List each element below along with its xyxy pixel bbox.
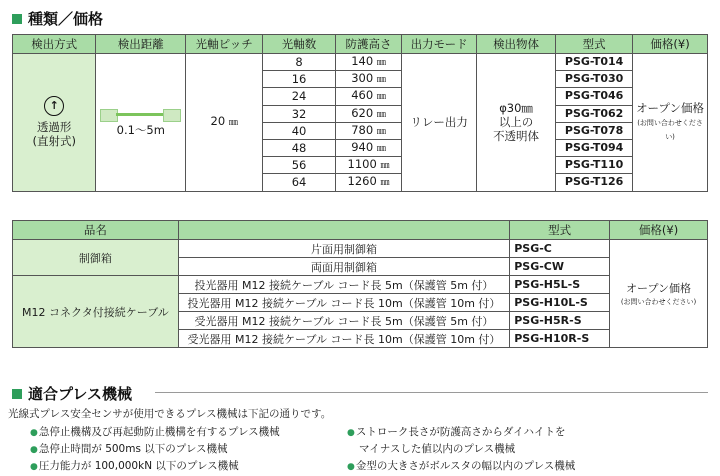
accessory-header-row [13, 221, 708, 240]
list-item [30, 441, 228, 456]
bullet-dot-icon: ● [347, 462, 355, 472]
height-unit: ㎜ [376, 75, 386, 86]
beam-icon [96, 107, 185, 123]
model-cell: PSG-T014 [556, 54, 633, 71]
model-cell: PSG-H10R-S [510, 330, 610, 348]
group-cable: M12 コネクタ付接続ケーブル [13, 276, 179, 348]
height-cell [335, 71, 401, 88]
list-item-text: マイナスした値以内のプレス機械 [359, 443, 516, 455]
height-value: 300 [351, 71, 374, 86]
height-value: 1260 [347, 174, 377, 189]
list-item-text: ストローク長さが防護高さからダイハイトを [355, 426, 566, 438]
distance-cell [96, 54, 186, 192]
spec-table [12, 34, 708, 192]
distance-value: 0.1〜5m [116, 123, 165, 138]
price-cell [633, 54, 708, 192]
list-item [347, 458, 575, 473]
header-object: 検出物体 [477, 35, 556, 54]
object-line2: 以上の [498, 115, 534, 130]
height-value: 940 [351, 140, 374, 155]
model-cell: PSG-C [510, 240, 610, 258]
item-cell: 片面用制御箱 [178, 240, 509, 258]
item-cell: 投光器用 M12 接続ケーブル コード長 5m（保護管 5m 付） [178, 276, 509, 294]
section-title-types-prices [12, 8, 103, 29]
object-cell [477, 54, 556, 192]
height-cell [335, 105, 401, 122]
height-value: 140 [351, 54, 374, 69]
header-distance: 検出距離 [96, 35, 186, 54]
section-square-icon [12, 389, 22, 399]
header-method: 検出方式 [13, 35, 96, 54]
spec-header-row [13, 35, 708, 54]
height-cell [335, 122, 401, 139]
height-value: 1100 [347, 157, 377, 172]
axes-cell: 64 [263, 174, 336, 191]
price-value: オープン価格 [626, 282, 692, 295]
object-line1: φ30㎜ [499, 101, 533, 116]
list-item-continuation [359, 441, 515, 456]
header-item-name: 品名 [13, 221, 179, 240]
model-cell: PSG-T046 [556, 88, 633, 105]
height-cell [335, 139, 401, 156]
axes-cell: 56 [263, 157, 336, 174]
model-cell: PSG-H5R-S [510, 312, 610, 330]
section-title-compatible-press [12, 383, 132, 404]
pitch-unit: ㎜ [228, 118, 238, 129]
price-cell [610, 240, 708, 348]
section-divider [155, 392, 708, 393]
item-cell: 受光器用 M12 接続ケーブル コード長 10m（保護管 10m 付） [178, 330, 509, 348]
direct-beam-icon: ↑ [44, 96, 64, 116]
list-item-text: 急停止機構及び再起動防止機構を有するプレス機械 [38, 426, 280, 438]
model-cell: PSG-T030 [556, 71, 633, 88]
height-unit: ㎜ [376, 144, 386, 155]
height-unit: ㎜ [376, 92, 386, 103]
price-note: (お問い合わせください) [620, 298, 697, 306]
height-unit: ㎜ [376, 58, 386, 69]
axes-cell: 40 [263, 122, 336, 139]
intro-text: 光線式プレス安全センサが使用できるプレス機械は下記の通りです。 [8, 408, 332, 420]
height-unit: ㎜ [380, 161, 390, 172]
item-cell: 投光器用 M12 接続ケーブル コード長 10m（保護管 10m 付） [178, 294, 509, 312]
header-height: 防護高さ [335, 35, 401, 54]
axes-cell: 32 [263, 105, 336, 122]
object-line3: 不透明体 [493, 129, 540, 144]
table-row [13, 54, 708, 71]
method-cell [13, 54, 96, 192]
height-cell [335, 157, 401, 174]
accessory-table [12, 220, 708, 348]
item-cell: 両面用制御箱 [178, 258, 509, 276]
list-item [30, 458, 239, 473]
output-cell: リレー出力 [402, 54, 477, 192]
height-cell [335, 174, 401, 191]
header-price: 価格(¥) [610, 221, 708, 240]
height-value: 620 [351, 105, 374, 120]
group-control-box: 制御箱 [13, 240, 179, 276]
axes-cell: 16 [263, 71, 336, 88]
bullet-dot-icon: ● [30, 445, 38, 455]
price-value: オープン価格 [636, 100, 705, 115]
method-line1: 透過形 [36, 120, 72, 135]
model-cell: PSG-T110 [556, 157, 633, 174]
model-cell: PSG-H10L-S [510, 294, 610, 312]
height-value: 460 [351, 88, 374, 103]
list-item [30, 424, 280, 439]
model-cell: PSG-T078 [556, 122, 633, 139]
bullet-dot-icon: ● [347, 428, 355, 438]
model-cell: PSG-CW [510, 258, 610, 276]
list-item [347, 424, 565, 439]
list-item-text: 金型の大きさがボルスタの幅以内のプレス機械 [355, 460, 576, 472]
bullet-dot-icon: ● [30, 462, 38, 472]
header-pitch: 光軸ピッチ [186, 35, 263, 54]
axes-cell: 24 [263, 88, 336, 105]
model-cell: PSG-H5L-S [510, 276, 610, 294]
header-axes: 光軸数 [263, 35, 336, 54]
model-cell: PSG-T126 [556, 174, 633, 191]
header-output: 出力モード [402, 35, 477, 54]
price-note: (お問い合わせください) [637, 118, 703, 141]
header-price: 価格(¥) [633, 35, 708, 54]
pitch-cell [186, 54, 263, 192]
table-row [13, 276, 708, 294]
height-value: 780 [351, 122, 374, 137]
section-title-text: 種類／価格 [28, 10, 104, 28]
header-model: 型式 [510, 221, 610, 240]
model-cell: PSG-T094 [556, 139, 633, 156]
item-cell: 受光器用 M12 接続ケーブル コード長 5m（保護管 5m 付） [178, 312, 509, 330]
method-line2: (直射式) [32, 134, 76, 149]
section-square-icon [12, 14, 22, 24]
height-unit: ㎜ [376, 126, 386, 137]
axes-cell: 8 [263, 54, 336, 71]
bullet-dot-icon: ● [30, 428, 38, 438]
model-cell: PSG-T062 [556, 105, 633, 122]
height-cell [335, 88, 401, 105]
pitch-value: 20 [210, 114, 226, 129]
list-item-text: 圧力能力が 100,000kN 以下のプレス機械 [38, 460, 239, 472]
list-item-text: 急停止時間が 500ms 以下のプレス機械 [38, 443, 228, 455]
height-unit: ㎜ [376, 109, 386, 120]
section-title-text: 適合プレス機械 [28, 385, 132, 403]
height-unit: ㎜ [380, 178, 390, 189]
height-cell [335, 54, 401, 71]
header-model: 型式 [556, 35, 633, 54]
table-row [13, 240, 708, 258]
axes-cell: 48 [263, 139, 336, 156]
header-item-detail [178, 221, 509, 240]
